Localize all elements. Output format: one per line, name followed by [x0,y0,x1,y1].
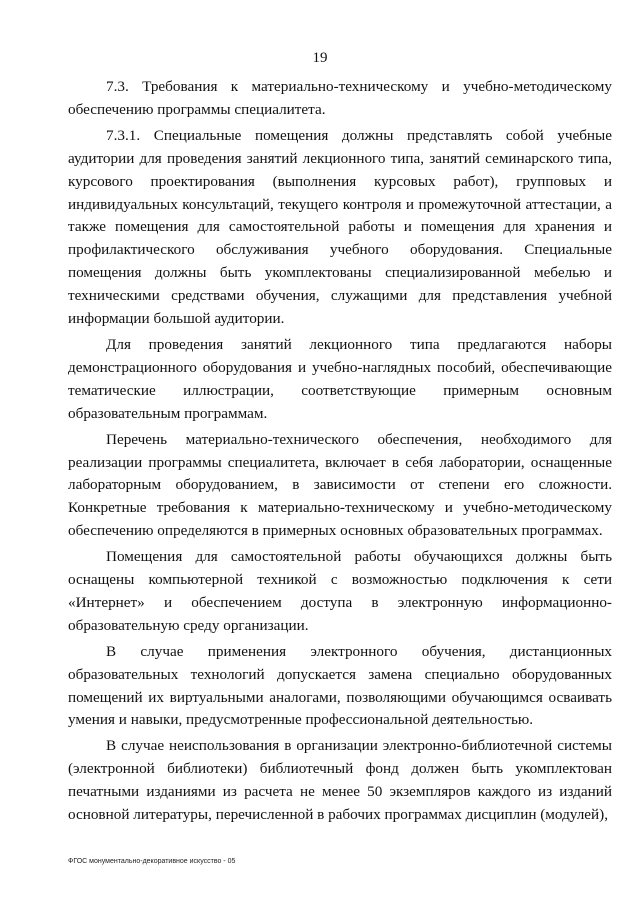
page-footer: ФГОС монументально-декоративное искусство - 05 [68,858,236,865]
paragraph-self-study-rooms: Помещения для самостоятельной работы обучающихся должны быть оснащены компьютерной техникой с возможностью подключения к сети «Интернет» и обеспечением доступа в электронную информационно-образовательную среду организации. [68,548,612,634]
paragraph-e-learning: В случае применения электронного обучения, дистанционных образовательных технологий допускается замена специально оборудованных помещений их виртуальными аналогами, позволяющими обучающимся осваивать умения и навыки, предусмотренные профессиональной деятельностью. [68,642,612,729]
paragraph-material-support: Перечень материально-технического обеспечения, необходимого для реализации программы специалитета, включает в себя лаборатории, оснащенные лабораторным оборудованием, в зависимости от степени его сложности. Конкретные требования к материально-техническому и учебно-методическому обеспечению определяются в примерных основных образовательных программах. [68,430,612,540]
page-number: 19 [312,50,328,66]
paragraph-section-heading: 7.3. Требования к материально-техническому и учебно-методическому обеспечению программы специалитета. [68,78,612,118]
paragraph-special-rooms: 7.3.1. Специальные помещения должны представлять собой учебные аудитории для проведения занятий лекционного типа, занятий семинарского типа, курсового проектирования (выполнения курсовых работ), групповых и индивидуальных консультаций, текущего контроля и промежуточной аттестации, а также помещения для самостоятельной работы и помещения для хранения и профилактического обслуживания учебного оборудования. Специальные помещения должны быть укомплектованы специализированной мебелью и техническими средствами обучения, служащими для представления учебной информации большой аудитории. [68,126,612,328]
body-text [68,76,612,827]
paragraph-lecture-equipment: Для проведения занятий лекционного типа предлагаются наборы демонстрационного оборудования и учебно-наглядных пособий, обеспечивающие тематические иллюстрации, соответствующие примерным основным образовательным программам. [68,335,612,422]
paragraph-library-fund: В случае неиспользования в организации электронно-библиотечной системы (электронной библиотеки) библиотечный фонд должен быть укомплектован печатными изданиями из расчета не менее 50 экземпляров каждого из изданий основной литературы, перечисленной в рабочих программах дисциплин (модулей), [68,737,612,824]
